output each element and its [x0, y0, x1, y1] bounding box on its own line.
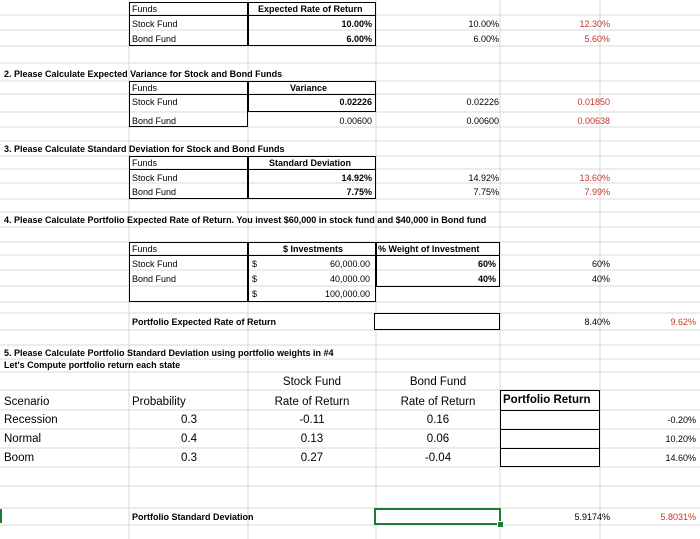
s4-bond-col-g[interactable]: 40%	[591, 274, 610, 284]
s2-title[interactable]: 2. Please Calculate Expected Variance for Stock and Bond Funds	[4, 69, 283, 79]
s4-result-col-i[interactable]: 9.62%	[670, 317, 696, 327]
s3-bond-label[interactable]: Bond Fund	[132, 187, 177, 197]
s5-row3-bond[interactable]: -0.04	[424, 452, 452, 464]
s5-portfolio-row-line-2	[500, 448, 600, 449]
s4-total-amount[interactable]: 100,000.00	[324, 289, 370, 299]
s4-result-label[interactable]: Portfolio Expected Rate of Return	[132, 317, 277, 327]
s5-row2-prob[interactable]: 0.4	[181, 433, 197, 445]
s1-stock-value[interactable]: 10.00%	[341, 19, 372, 29]
s1-bond-value[interactable]: 6.00%	[346, 34, 372, 44]
s5-bond-header-1[interactable]: Bond Fund	[409, 376, 467, 388]
s5-portfolio-row-line-1	[500, 429, 600, 430]
s2-funds-header[interactable]: Funds	[132, 83, 158, 93]
s1-return-header[interactable]: Expected Rate of Return	[258, 4, 363, 14]
s1-bond-col-g[interactable]: 6.00%	[473, 34, 499, 44]
s1-bond-col-i[interactable]: 5.60%	[584, 34, 610, 44]
s5-stock-header-2[interactable]: Rate of Return	[274, 396, 350, 408]
s4-weight-header[interactable]: % Weight of Investment	[378, 244, 480, 254]
s4-invest-header[interactable]: $ Investments	[283, 244, 344, 254]
s2-stock-col-i[interactable]: 0.01850	[577, 97, 610, 107]
s5-row3-stock[interactable]: 0.27	[300, 452, 324, 464]
s4-total-dollar[interactable]: $	[252, 289, 258, 299]
s5-row3-col-i[interactable]: 14.60%	[665, 453, 696, 463]
s3-bond-value[interactable]: 7.75%	[346, 187, 372, 197]
s5-row1-scenario[interactable]: Recession	[4, 414, 58, 426]
s5-row3-prob[interactable]: 0.3	[181, 452, 197, 464]
s4-bond-dollar[interactable]: $	[252, 274, 258, 284]
s1-bond-label[interactable]: Bond Fund	[132, 34, 177, 44]
s5-prob-header[interactable]: Probability	[132, 396, 186, 408]
s5-row1-stock[interactable]: -0.11	[299, 414, 325, 426]
s2-stock-value[interactable]: 0.02226	[339, 97, 372, 107]
s2-variance-header[interactable]: Variance	[290, 83, 328, 93]
s5-row1-prob[interactable]: 0.3	[181, 414, 197, 426]
s2-bond-col-i[interactable]: 0.00638	[577, 116, 610, 126]
s5-portfolio-header[interactable]: Portfolio Return	[503, 394, 591, 406]
s4-bond-label[interactable]: Bond Fund	[132, 274, 177, 284]
s4-bond-weight[interactable]: 40%	[477, 274, 496, 284]
s5-row2-col-i[interactable]: 10.20%	[665, 434, 696, 444]
s5-scenario-header[interactable]: Scenario	[4, 396, 50, 408]
s5-subtitle[interactable]: Let's Compute portfolio return each state	[4, 360, 181, 370]
s5-row1-bond[interactable]: 0.16	[426, 414, 450, 426]
s4-stock-weight[interactable]: 60%	[477, 259, 496, 269]
s1-stock-col-g[interactable]: 10.00%	[468, 19, 499, 29]
s5-std-input-selected[interactable]	[374, 508, 501, 525]
s2-bond-label[interactable]: Bond Fund	[132, 116, 177, 126]
s5-row3-scenario[interactable]: Boom	[4, 452, 35, 464]
s5-portfolio-divider	[500, 410, 600, 411]
s1-funds-header[interactable]: Funds	[132, 4, 158, 14]
s2-stock-label[interactable]: Stock Fund	[132, 97, 178, 107]
s4-funds-header[interactable]: Funds	[132, 244, 158, 254]
s5-row1-col-i[interactable]: -0.20%	[667, 415, 696, 425]
s3-bond-col-g[interactable]: 7.75%	[473, 187, 499, 197]
s5-title[interactable]: 5. Please Calculate Portfolio Standard Deviation using portfolio weights in #4	[4, 348, 334, 358]
s5-stock-header-1[interactable]: Stock Fund	[282, 376, 342, 388]
s4-result-col-g[interactable]: 8.40%	[584, 317, 610, 327]
s5-row2-bond[interactable]: 0.06	[426, 433, 450, 445]
s2-bond-col-g[interactable]: 0.00600	[466, 116, 499, 126]
s3-stock-col-i[interactable]: 13.60%	[579, 173, 610, 183]
s4-result-input[interactable]	[374, 313, 500, 330]
s5-std-col-g[interactable]: 5.9174%	[574, 512, 610, 522]
s3-bond-col-i[interactable]: 7.99%	[584, 187, 610, 197]
s1-stock-col-i[interactable]: 12.30%	[579, 19, 610, 29]
s3-title[interactable]: 3. Please Calculate Standard Deviation for Stock and Bond Funds	[4, 144, 285, 154]
s2-bond-value[interactable]: 0.00600	[339, 116, 372, 126]
s4-bond-amount[interactable]: 40,000.00	[329, 274, 370, 284]
s3-stock-col-g[interactable]: 14.92%	[468, 173, 499, 183]
s3-stock-value[interactable]: 14.92%	[341, 173, 372, 183]
s5-bond-header-2[interactable]: Rate of Return	[400, 396, 476, 408]
s3-funds-header[interactable]: Funds	[132, 158, 158, 168]
s5-row2-scenario[interactable]: Normal	[4, 433, 42, 445]
s3-stock-label[interactable]: Stock Fund	[132, 173, 178, 183]
s5-std-col-i[interactable]: 5.8031%	[660, 512, 696, 522]
s4-title[interactable]: 4. Please Calculate Portfolio Expected Rate of Return. You invest $60,000 in stock fund and $40,000 in Bond fund	[4, 215, 487, 225]
s1-stock-label[interactable]: Stock Fund	[132, 19, 178, 29]
s4-stock-amount[interactable]: 60,000.00	[329, 259, 370, 269]
s5-row2-stock[interactable]: 0.13	[300, 433, 324, 445]
s5-fill-handle[interactable]	[497, 521, 504, 528]
s4-stock-label[interactable]: Stock Fund	[132, 259, 178, 269]
s4-stock-dollar[interactable]: $	[252, 259, 258, 269]
left-edge-selection-marker	[0, 509, 2, 523]
s4-stock-col-g[interactable]: 60%	[591, 259, 610, 269]
s5-std-label[interactable]: Portfolio Standard Deviation	[132, 512, 254, 522]
s2-stock-col-g[interactable]: 0.02226	[466, 97, 499, 107]
s3-std-header[interactable]: Standard Deviation	[269, 158, 352, 168]
